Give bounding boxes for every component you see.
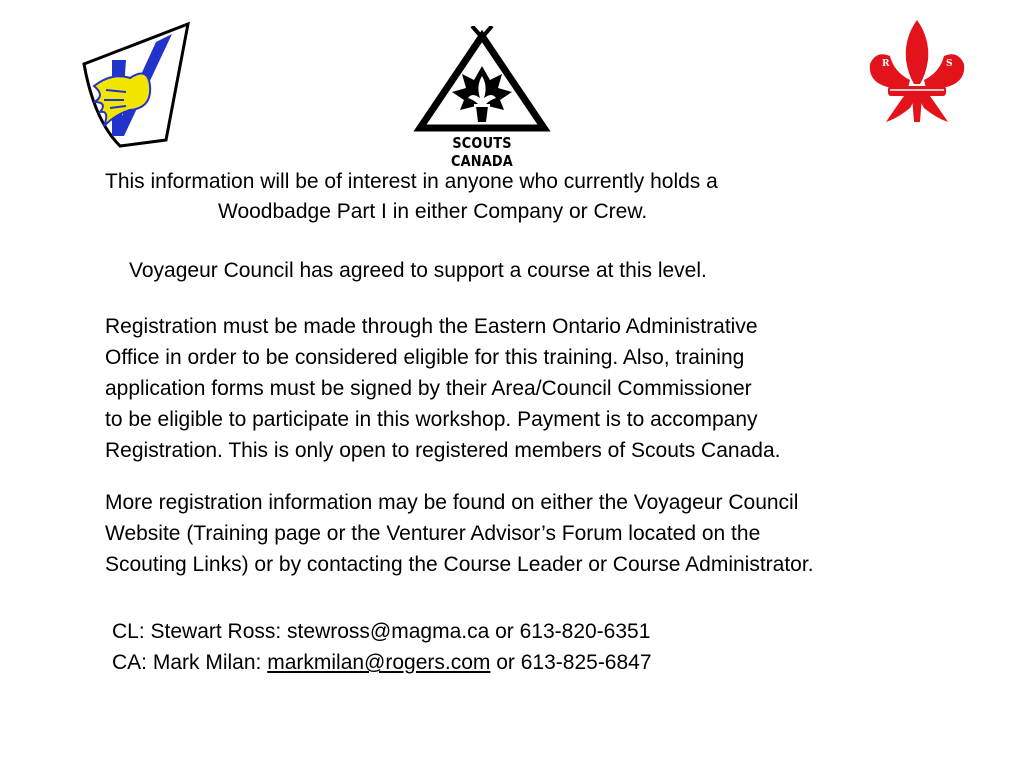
registration-line: Registration must be made through the Eastern Ontario Administrative <box>105 315 758 338</box>
rover-letter-r: R <box>882 59 890 69</box>
course-administrator-contact <box>112 647 652 678</box>
more-info-line: More registration information may be found on either the Voyageur Council <box>105 491 799 514</box>
more-info-line: Scouting Links) or by contacting the Course Leader or Course Administrator. <box>105 553 814 576</box>
ca-suffix: or 613-825-6847 <box>490 651 652 674</box>
intro-line-1: This information will be of interest in anyone who currently holds a <box>105 170 718 193</box>
registration-line: to be eligible to participate in this workshop. Payment is to accompany <box>105 408 758 431</box>
registration-line: Registration. This is only open to registered members of Scouts Canada. <box>105 439 781 462</box>
support-statement: Voyageur Council has agreed to support a course at this level. <box>129 259 707 282</box>
registration-line: application forms must be signed by their Area/Council Commissioner <box>105 377 752 400</box>
ca-prefix: CA: Mark Milan: <box>112 651 268 674</box>
venturer-v-emblem-icon <box>80 20 192 148</box>
more-info-paragraph <box>105 487 814 580</box>
rover-letter-s: S <box>946 59 953 69</box>
scouts-canada-fleur-de-lis-tent-icon <box>412 26 552 134</box>
course-leader-contact: CL: Stewart Ross: stewross@magma.ca or 613-820-6351 <box>112 620 651 643</box>
registration-line: Office in order to be considered eligible for this training. Also, training <box>105 346 745 369</box>
ca-email-link[interactable]: markmilan@rogers.com <box>267 651 491 674</box>
more-info-line: Website (Training page or the Venturer Advisor’s Forum located on the <box>105 522 761 545</box>
registration-paragraph <box>105 311 780 466</box>
scouts-canada-wordmark: SCOUTS CANADA <box>451 134 513 170</box>
intro-line-2: Woodbadge Part I in either Company or Crew. <box>218 200 648 223</box>
scouts-canada-logo <box>412 26 552 170</box>
rover-scouts-fleur-de-lis-icon <box>864 18 970 126</box>
